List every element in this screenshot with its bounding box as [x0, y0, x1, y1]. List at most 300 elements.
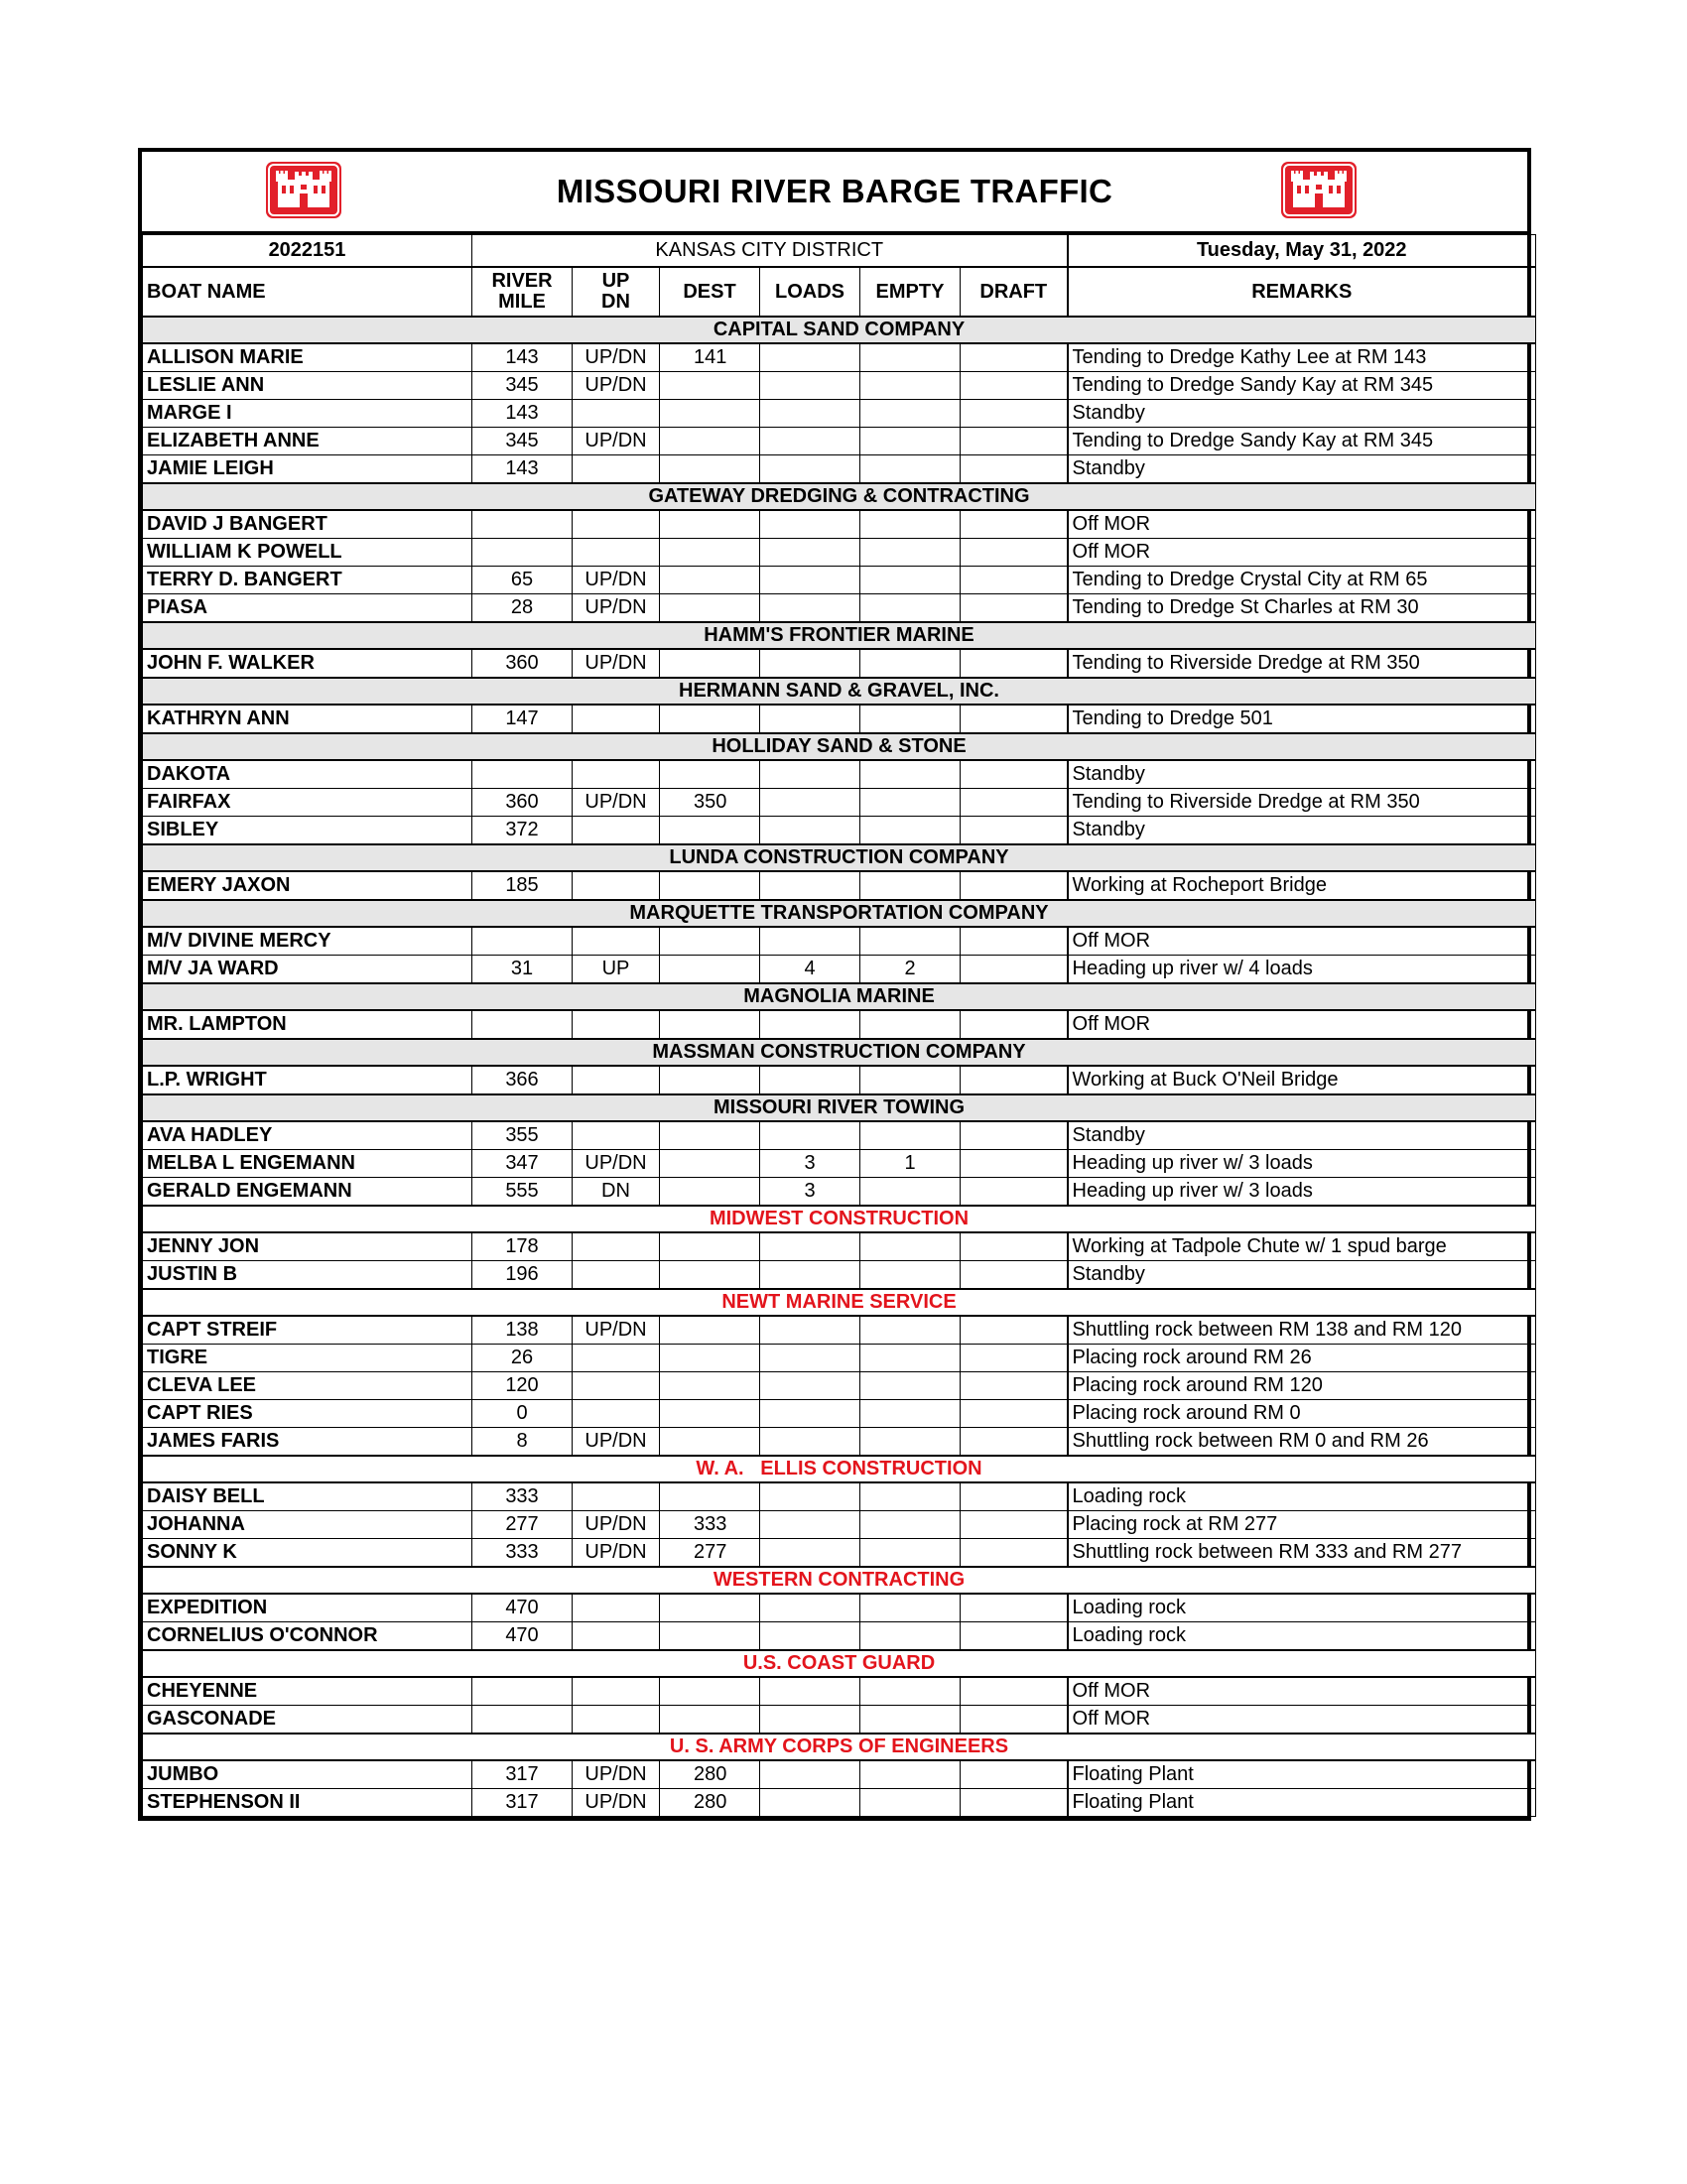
empty-cell	[860, 1121, 961, 1150]
loads-cell	[760, 1232, 860, 1261]
boat-name-cell: ELIZABETH ANNE	[143, 428, 472, 455]
destination-cell: 350	[660, 789, 760, 817]
up-dn-cell	[573, 1372, 660, 1400]
remarks-cell: Tending to Dredge Kathy Lee at RM 143	[1068, 343, 1536, 372]
river-mile-cell: 347	[472, 1150, 573, 1178]
column-header-row	[143, 267, 1536, 317]
river-mile-cell: 333	[472, 1539, 573, 1568]
boat-name-cell: MARGE I	[143, 400, 472, 428]
company-name: LUNDA CONSTRUCTION COMPANY	[143, 844, 1536, 871]
table-row	[143, 1789, 1536, 1817]
draft-cell	[961, 1539, 1068, 1568]
company-row	[143, 733, 1536, 760]
traffic-table	[142, 234, 1536, 1817]
empty-cell	[860, 594, 961, 623]
boat-name-cell: MELBA L ENGEMANN	[143, 1150, 472, 1178]
empty-cell	[860, 567, 961, 594]
remarks-cell: Working at Rocheport Bridge	[1068, 871, 1536, 900]
draft-cell	[961, 1121, 1068, 1150]
table-row	[143, 1594, 1536, 1622]
loads-cell	[760, 1622, 860, 1651]
draft-cell	[961, 956, 1068, 984]
river-mile-cell: 355	[472, 1121, 573, 1150]
loads-cell	[760, 760, 860, 789]
loads-cell	[760, 1539, 860, 1568]
river-mile-cell: 345	[472, 428, 573, 455]
up-dn-cell	[573, 927, 660, 956]
info-row	[143, 235, 1536, 268]
up-dn-cell	[573, 455, 660, 484]
destination-cell	[660, 1622, 760, 1651]
loads-cell	[760, 1428, 860, 1457]
destination-cell: 280	[660, 1760, 760, 1789]
loads-cell	[760, 1677, 860, 1706]
destination-cell: 277	[660, 1539, 760, 1568]
empty-cell	[860, 649, 961, 678]
up-dn-cell	[573, 871, 660, 900]
destination-cell	[660, 1594, 760, 1622]
empty-cell	[860, 455, 961, 484]
river-mile-cell: 147	[472, 705, 573, 733]
loads-cell	[760, 1400, 860, 1428]
table-row	[143, 927, 1536, 956]
boat-name-cell: M/V JA WARD	[143, 956, 472, 984]
empty-cell	[860, 539, 961, 567]
company-row	[143, 844, 1536, 871]
company-name: MASSMAN CONSTRUCTION COMPANY	[143, 1039, 1536, 1066]
company-row	[143, 983, 1536, 1010]
table-row	[143, 1400, 1536, 1428]
loads-cell	[760, 789, 860, 817]
remarks-cell: Placing rock around RM 26	[1068, 1345, 1536, 1372]
up-dn-cell	[573, 510, 660, 539]
destination-cell	[660, 1706, 760, 1734]
draft-cell	[961, 1482, 1068, 1511]
loads-cell	[760, 1594, 860, 1622]
loads-cell	[760, 1121, 860, 1150]
table-row	[143, 871, 1536, 900]
boat-name-cell: KATHRYN ANN	[143, 705, 472, 733]
loads-cell	[760, 927, 860, 956]
up-dn-cell	[573, 1677, 660, 1706]
up-dn-cell: UP	[573, 956, 660, 984]
table-row	[143, 1261, 1536, 1290]
company-row	[143, 1650, 1536, 1677]
company-name: MAGNOLIA MARINE	[143, 983, 1536, 1010]
table-row	[143, 1677, 1536, 1706]
remarks-cell: Off MOR	[1068, 927, 1536, 956]
up-dn-cell: UP/DN	[573, 428, 660, 455]
usace-castle-icon	[1281, 162, 1357, 218]
company-row	[143, 678, 1536, 705]
remarks-cell: Loading rock	[1068, 1594, 1536, 1622]
remarks-cell: Tending to Dredge Sandy Kay at RM 345	[1068, 428, 1536, 455]
draft-cell	[961, 1789, 1068, 1817]
river-mile-cell: 185	[472, 871, 573, 900]
boat-name-cell: GASCONADE	[143, 1706, 472, 1734]
loads-cell: 4	[760, 956, 860, 984]
company-name: U. S. ARMY CORPS OF ENGINEERS	[143, 1734, 1536, 1760]
boat-name-cell: MR. LAMPTON	[143, 1010, 472, 1039]
boat-name-cell: L.P. WRIGHT	[143, 1066, 472, 1094]
destination-cell	[660, 1261, 760, 1290]
destination-cell	[660, 705, 760, 733]
destination-cell: 280	[660, 1789, 760, 1817]
table-row	[143, 789, 1536, 817]
draft-cell	[961, 1760, 1068, 1789]
river-mile-cell: 470	[472, 1622, 573, 1651]
draft-cell	[961, 567, 1068, 594]
draft-cell	[961, 1345, 1068, 1372]
river-mile-cell: 366	[472, 1066, 573, 1094]
draft-cell	[961, 400, 1068, 428]
company-name: W. A. ELLIS CONSTRUCTION	[143, 1456, 1536, 1482]
remarks-cell: Heading up river w/ 4 loads	[1068, 956, 1536, 984]
destination-cell	[660, 649, 760, 678]
company-name: HOLLIDAY SAND & STONE	[143, 733, 1536, 760]
remarks-cell: Off MOR	[1068, 1677, 1536, 1706]
river-mile-cell: 31	[472, 956, 573, 984]
boat-name-cell: JAMES FARIS	[143, 1428, 472, 1457]
remarks-cell: Loading rock	[1068, 1482, 1536, 1511]
loads-cell	[760, 817, 860, 845]
river-mile-cell	[472, 510, 573, 539]
empty-cell	[860, 1066, 961, 1094]
table-row	[143, 567, 1536, 594]
empty-cell	[860, 1428, 961, 1457]
river-mile-cell: 372	[472, 817, 573, 845]
remarks-cell: Shuttling rock between RM 333 and RM 277	[1068, 1539, 1536, 1568]
draft-cell	[961, 1178, 1068, 1207]
table-row	[143, 1345, 1536, 1372]
destination-cell	[660, 817, 760, 845]
col-dest: DEST	[660, 267, 760, 317]
usace-castle-icon	[266, 162, 341, 218]
remarks-cell: Heading up river w/ 3 loads	[1068, 1150, 1536, 1178]
col-up-dn: UP DN	[573, 267, 660, 317]
destination-cell	[660, 1232, 760, 1261]
river-mile-cell: 360	[472, 649, 573, 678]
table-row	[143, 1539, 1536, 1568]
up-dn-cell	[573, 1066, 660, 1094]
table-row	[143, 510, 1536, 539]
loads-cell	[760, 372, 860, 400]
draft-cell	[961, 1594, 1068, 1622]
river-mile-cell: 138	[472, 1316, 573, 1345]
company-row	[143, 1567, 1536, 1594]
remarks-cell: Standby	[1068, 455, 1536, 484]
col-empty: EMPTY	[860, 267, 961, 317]
boat-name-cell: DAVID J BANGERT	[143, 510, 472, 539]
up-dn-cell	[573, 817, 660, 845]
company-name: MARQUETTE TRANSPORTATION COMPANY	[143, 900, 1536, 927]
draft-cell	[961, 372, 1068, 400]
boat-name-cell: CHEYENNE	[143, 1677, 472, 1706]
boat-name-cell: JUSTIN B	[143, 1261, 472, 1290]
company-name: MIDWEST CONSTRUCTION	[143, 1206, 1536, 1232]
river-mile-cell: 333	[472, 1482, 573, 1511]
loads-cell	[760, 1010, 860, 1039]
destination-cell	[660, 428, 760, 455]
remarks-cell: Heading up river w/ 3 loads	[1068, 1178, 1536, 1207]
destination-cell	[660, 927, 760, 956]
up-dn-cell	[573, 1400, 660, 1428]
boat-name-cell: WILLIAM K POWELL	[143, 539, 472, 567]
table-row	[143, 817, 1536, 845]
draft-cell	[961, 428, 1068, 455]
loads-cell	[760, 1706, 860, 1734]
draft-cell	[961, 760, 1068, 789]
table-row	[143, 455, 1536, 484]
remarks-cell: Loading rock	[1068, 1622, 1536, 1651]
draft-cell	[961, 1261, 1068, 1290]
up-dn-cell: UP/DN	[573, 649, 660, 678]
loads-cell	[760, 567, 860, 594]
river-mile-cell: 360	[472, 789, 573, 817]
draft-cell	[961, 1010, 1068, 1039]
up-dn-cell: UP/DN	[573, 372, 660, 400]
col-boat-name: BOAT NAME	[143, 267, 472, 317]
river-mile-cell: 345	[472, 372, 573, 400]
up-dn-cell: DN	[573, 1178, 660, 1207]
loads-cell	[760, 455, 860, 484]
boat-name-cell: CORNELIUS O'CONNOR	[143, 1622, 472, 1651]
table-row	[143, 1316, 1536, 1345]
draft-cell	[961, 1622, 1068, 1651]
loads-cell	[760, 871, 860, 900]
company-name: WESTERN CONTRACTING	[143, 1567, 1536, 1594]
report-number: 2022151	[143, 235, 472, 268]
remarks-cell: Off MOR	[1068, 539, 1536, 567]
table-row	[143, 1622, 1536, 1651]
company-row	[143, 622, 1536, 649]
remarks-cell: Tending to Dredge St Charles at RM 30	[1068, 594, 1536, 623]
destination-cell	[660, 1121, 760, 1150]
remarks-cell: Tending to Riverside Dredge at RM 350	[1068, 789, 1536, 817]
empty-cell	[860, 1622, 961, 1651]
river-mile-cell: 317	[472, 1789, 573, 1817]
table-row	[143, 649, 1536, 678]
empty-cell	[860, 1789, 961, 1817]
loads-cell	[760, 343, 860, 372]
destination-cell	[660, 372, 760, 400]
boat-name-cell: CAPT RIES	[143, 1400, 472, 1428]
destination-cell	[660, 1372, 760, 1400]
table-row	[143, 1178, 1536, 1207]
boat-name-cell: TIGRE	[143, 1345, 472, 1372]
table-row	[143, 400, 1536, 428]
remarks-cell: Standby	[1068, 1261, 1536, 1290]
destination-cell	[660, 1428, 760, 1457]
draft-cell	[961, 817, 1068, 845]
empty-cell	[860, 1372, 961, 1400]
river-mile-cell: 143	[472, 400, 573, 428]
remarks-cell: Placing rock around RM 0	[1068, 1400, 1536, 1428]
destination-cell: 333	[660, 1511, 760, 1539]
up-dn-cell	[573, 1010, 660, 1039]
company-row	[143, 1039, 1536, 1066]
draft-cell	[961, 789, 1068, 817]
river-mile-cell: 143	[472, 455, 573, 484]
river-mile-cell: 26	[472, 1345, 573, 1372]
empty-cell	[860, 1482, 961, 1511]
draft-cell	[961, 1372, 1068, 1400]
remarks-cell: Off MOR	[1068, 1706, 1536, 1734]
table-row	[143, 372, 1536, 400]
company-row	[143, 317, 1536, 343]
up-dn-cell	[573, 539, 660, 567]
up-dn-cell: UP/DN	[573, 1428, 660, 1457]
boat-name-cell: DAKOTA	[143, 760, 472, 789]
boat-name-cell: DAISY BELL	[143, 1482, 472, 1511]
boat-name-cell: STEPHENSON II	[143, 1789, 472, 1817]
river-mile-cell: 470	[472, 1594, 573, 1622]
destination-cell	[660, 1010, 760, 1039]
up-dn-cell	[573, 1345, 660, 1372]
col-river-mile: RIVER MILE	[472, 267, 573, 317]
table-row	[143, 1760, 1536, 1789]
up-dn-cell	[573, 1261, 660, 1290]
up-dn-cell: UP/DN	[573, 567, 660, 594]
river-mile-cell: 555	[472, 1178, 573, 1207]
loads-cell	[760, 1511, 860, 1539]
loads-cell	[760, 705, 860, 733]
up-dn-cell	[573, 400, 660, 428]
boat-name-cell: CLEVA LEE	[143, 1372, 472, 1400]
empty-cell	[860, 1010, 961, 1039]
up-dn-cell	[573, 1594, 660, 1622]
district-name: KANSAS CITY DISTRICT	[472, 235, 1068, 268]
loads-cell	[760, 400, 860, 428]
destination-cell	[660, 1178, 760, 1207]
remarks-cell: Tending to Dredge Crystal City at RM 65	[1068, 567, 1536, 594]
table-row	[143, 1428, 1536, 1457]
draft-cell	[961, 594, 1068, 623]
up-dn-cell: UP/DN	[573, 594, 660, 623]
draft-cell	[961, 1400, 1068, 1428]
boat-name-cell: LESLIE ANN	[143, 372, 472, 400]
table-row	[143, 539, 1536, 567]
empty-cell	[860, 1511, 961, 1539]
table-row	[143, 1232, 1536, 1261]
destination-cell	[660, 539, 760, 567]
draft-cell	[961, 539, 1068, 567]
boat-name-cell: M/V DIVINE MERCY	[143, 927, 472, 956]
destination-cell	[660, 510, 760, 539]
boat-name-cell: EMERY JAXON	[143, 871, 472, 900]
empty-cell	[860, 1178, 961, 1207]
col-loads: LOADS	[760, 267, 860, 317]
up-dn-cell	[573, 1706, 660, 1734]
draft-cell	[961, 1150, 1068, 1178]
loads-cell	[760, 1372, 860, 1400]
empty-cell	[860, 927, 961, 956]
table-row	[143, 594, 1536, 623]
boat-name-cell: CAPT STREIF	[143, 1316, 472, 1345]
destination-cell	[660, 1677, 760, 1706]
remarks-cell: Working at Buck O'Neil Bridge	[1068, 1066, 1536, 1094]
empty-cell	[860, 1539, 961, 1568]
loads-cell	[760, 1316, 860, 1345]
remarks-cell: Standby	[1068, 760, 1536, 789]
draft-cell	[961, 1066, 1068, 1094]
table-row	[143, 343, 1536, 372]
remarks-cell: Tending to Riverside Dredge at RM 350	[1068, 649, 1536, 678]
col-draft: DRAFT	[961, 267, 1068, 317]
river-mile-cell: 178	[472, 1232, 573, 1261]
destination-cell	[660, 1400, 760, 1428]
table-row	[143, 1066, 1536, 1094]
up-dn-cell	[573, 1622, 660, 1651]
river-mile-cell	[472, 1677, 573, 1706]
up-dn-cell: UP/DN	[573, 1539, 660, 1568]
loads-cell	[760, 1345, 860, 1372]
remarks-cell: Floating Plant	[1068, 1760, 1536, 1789]
river-mile-cell: 120	[472, 1372, 573, 1400]
boat-name-cell: JOHN F. WALKER	[143, 649, 472, 678]
empty-cell	[860, 789, 961, 817]
table-row	[143, 1150, 1536, 1178]
company-row	[143, 1206, 1536, 1232]
boat-name-cell: EXPEDITION	[143, 1594, 472, 1622]
empty-cell	[860, 1345, 961, 1372]
loads-cell	[760, 510, 860, 539]
boat-name-cell: JAMIE LEIGH	[143, 455, 472, 484]
company-row	[143, 483, 1536, 510]
river-mile-cell	[472, 927, 573, 956]
table-row	[143, 956, 1536, 984]
remarks-cell: Placing rock at RM 277	[1068, 1511, 1536, 1539]
remarks-cell: Standby	[1068, 1121, 1536, 1150]
river-mile-cell: 277	[472, 1511, 573, 1539]
boat-name-cell: PIASA	[143, 594, 472, 623]
draft-cell	[961, 1677, 1068, 1706]
river-mile-cell	[472, 1010, 573, 1039]
draft-cell	[961, 705, 1068, 733]
report-title: MISSOURI RIVER BARGE TRAFFIC	[556, 173, 1113, 209]
remarks-cell: Floating Plant	[1068, 1789, 1536, 1817]
loads-cell: 3	[760, 1178, 860, 1207]
boat-name-cell: GERALD ENGEMANN	[143, 1178, 472, 1207]
company-row	[143, 1734, 1536, 1760]
draft-cell	[961, 343, 1068, 372]
up-dn-cell: UP/DN	[573, 343, 660, 372]
draft-cell	[961, 927, 1068, 956]
destination-cell	[660, 956, 760, 984]
empty-cell	[860, 400, 961, 428]
river-mile-cell: 317	[472, 1760, 573, 1789]
loads-cell	[760, 539, 860, 567]
company-name: GATEWAY DREDGING & CONTRACTING	[143, 483, 1536, 510]
river-mile-cell: 143	[472, 343, 573, 372]
table-row	[143, 1121, 1536, 1150]
destination-cell	[660, 1316, 760, 1345]
loads-cell	[760, 1066, 860, 1094]
empty-cell	[860, 1400, 961, 1428]
up-dn-cell	[573, 705, 660, 733]
destination-cell	[660, 1150, 760, 1178]
destination-cell	[660, 400, 760, 428]
up-dn-cell	[573, 1121, 660, 1150]
table-row	[143, 1482, 1536, 1511]
empty-cell	[860, 1594, 961, 1622]
river-mile-cell: 0	[472, 1400, 573, 1428]
empty-cell	[860, 1706, 961, 1734]
loads-cell	[760, 649, 860, 678]
river-mile-cell	[472, 539, 573, 567]
draft-cell	[961, 1428, 1068, 1457]
up-dn-cell: UP/DN	[573, 1511, 660, 1539]
